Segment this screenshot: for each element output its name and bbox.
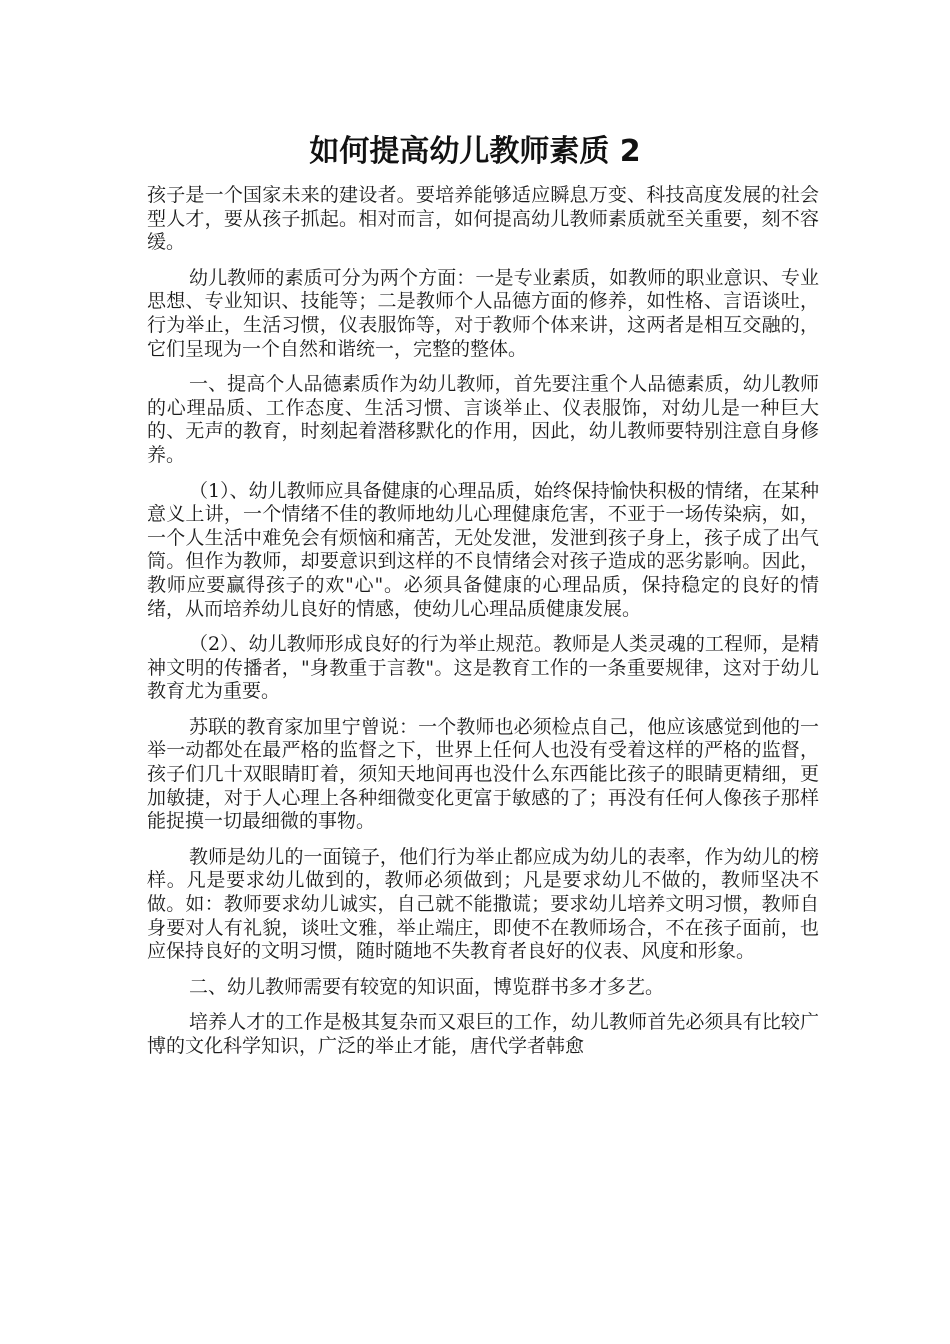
paragraph-intro: 孩子是一个国家未来的建设者。要培养能够适应瞬息万变、科技高度发展的社会型人才，要从孩子抓起。相对而言，如何提高幼儿教师素质就至关重要，刻不容缓。 [147,184,819,254]
paragraph-knowledge: 培养人才的工作是极其复杂而又艰巨的工作，幼儿教师首先必须具有比较广博的文化科学知识，广泛的举止才能，唐代学者韩愈 [147,1011,819,1057]
paragraph-two-aspects: 幼儿教师的素质可分为两个方面：一是专业素质，如教师的职业意识、专业思想、专业知识、技能等；二是教师个人品德方面的修养，如性格、言语谈吐，行为举止，生活习惯，仪表服饰等，对于教师个体来讲，这两者是相互交融的，它们呈现为一个自然和谐统一，完整的整体。 [147,266,819,360]
paragraph-kalinin-quote: 苏联的教育家加里宁曾说：一个教师也必须检点自己，他应该感觉到他的一举一动都处在最严格的监督之下，世界上任何人也没有受着这样的严格的监督，孩子们几十双眼睛盯着，须知天地间再也没什么东西能比孩子的眼睛更精细，更加敏捷，对于人心理上各种细微变化更富于敏感的了；再没有任何人像孩子那样能捉摸一切最细微的事物。 [147,715,819,833]
document-title: 如何提高幼儿教师素质 2 [309,134,641,169]
document-body [147,184,819,1071]
paragraph-item-one: （1）、幼儿教师应具备健康的心理品质，始终保持愉快积极的情绪，在某种意义上讲，一个情绪不佳的教师地幼儿心理健康危害，不亚于一场传染病，如，一个人生活中难免会有烦恼和痛苦，无处发泄，发泄到孩子身上，孩子成了出气筒。但作为教师，却要意识到这样的不良情绪会对孩子造成的恶劣影响。因此，教师应要赢得孩子的欢"心"。必须具备健康的心理品质，保持稳定的良好的情绪，从而培养幼儿良好的情感，使幼儿心理品质健康发展。 [147,479,819,620]
paragraph-section-one: 一、提高个人品德素质作为幼儿教师，首先要注重个人品德素质，幼儿教师的心理品质、工作态度、生活习惯、言谈举止、仪表服饰，对幼儿是一种巨大的、无声的教育，时刻起着潜移默化的作用，因此，幼儿教师要特别注意自身修养。 [147,373,819,466]
paragraph-mirror: 教师是幼儿的一面镜子，他们行为举止都应成为幼儿的表率，作为幼儿的榜样。凡是要求幼儿做到的，教师必须做到；凡是要求幼儿不做的，教师坚决不做。如：教师要求幼儿诚实，自己就不能撒谎；要求幼儿培养文明习惯，教师自身要对人有礼貌，谈吐文雅，举止端庄，即使不在教师场合，不在孩子面前，也应保持良好的文明习惯，随时随地不失教育者良好的仪表、风度和形象。 [147,845,819,963]
paragraph-section-two: 二、幼儿教师需要有较宽的知识面，博览群书多才多艺。 [189,975,665,998]
paragraph-item-two: （2）、幼儿教师形成良好的行为举止规范。教师是人类灵魂的工程师，是精神文明的传播者，"身教重于言教"。这是教育工作的一条重要规律，这对于幼儿教育尤为重要。 [147,633,819,703]
